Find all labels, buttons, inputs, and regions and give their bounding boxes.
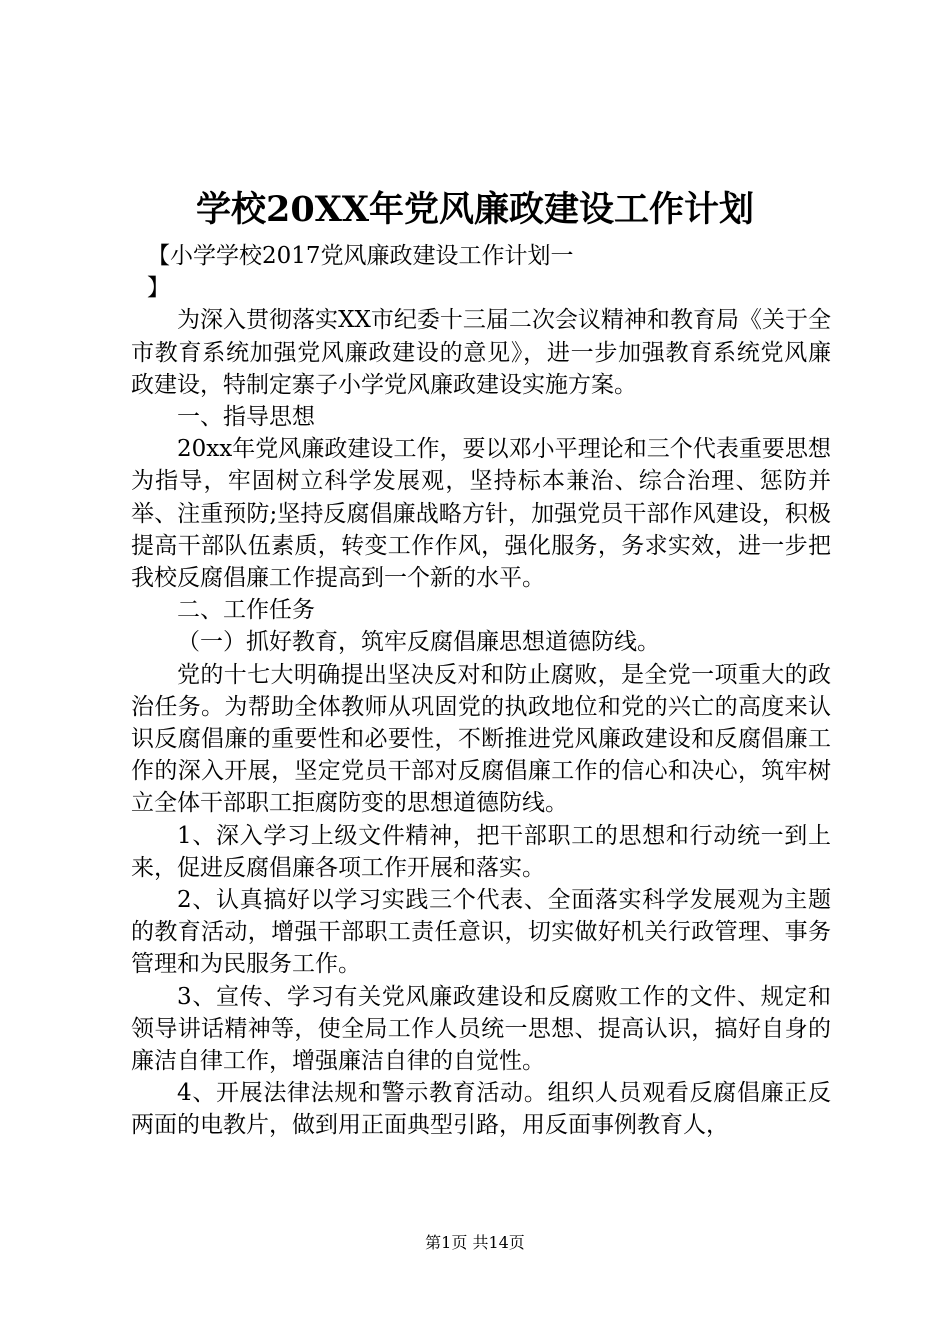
paragraph-education: 党的十七大明确提出坚决反对和防止腐败，是全党一项重大的政治任务。为帮助全体教师从巩固党的执政地位和党的兴亡的高度来认识反腐倡廉的重要性和必要性，不断推进党风廉政建设和反腐倡廉工作的深入开展，坚定党员干部对反腐倡廉工作的信心和决心，筑牢树立全体干部职工拒腐防变的思想道德防线。 bbox=[131, 661, 831, 817]
list-item-4: 4、开展法律法规和警示教育活动。组织人员观看反腐倡廉正反两面的电教片，做到用正面典型引路，用反面事例教育人， bbox=[131, 1080, 831, 1139]
page-footer: 第1页 共14页 bbox=[425, 1233, 525, 1252]
heading-guiding-ideology: 一、指导思想 bbox=[177, 404, 315, 431]
subtitle-line-2: 】 bbox=[147, 275, 170, 302]
subtitle-line-1: 【小学学校2017党风廉政建设工作计划一 bbox=[147, 243, 574, 269]
paragraph-intro: 为深入贯彻落实XX市纪委十三届二次会议精神和教育局《关于全市教育系统加强党风廉政建设的意见》，进一步加强教育系统党风廉政建设，特制定寨子小学党风廉政建设实施方案。 bbox=[131, 307, 831, 398]
paragraph-guiding-ideology: 20xx年党风廉政建设工作，要以邓小平理论和三个代表重要思想为指导，牢固树立科学发展观，坚持标本兼治、综合治理、惩防并举、注重预防;坚持反腐倡廉战略方针，加强党员干部作风建设，积极提高干部队伍素质，转变工作作风，强化服务，务求实效，进一步把我校反腐倡廉工作提高到一个新的水平。 bbox=[131, 436, 831, 592]
list-item-1: 1、深入学习上级文件精神，把干部职工的思想和行动统一到上来，促进反腐倡廉各项工作开展和落实。 bbox=[131, 822, 831, 881]
subheading-education: （一）抓好教育，筑牢反腐倡廉思想道德防线。 bbox=[177, 629, 660, 656]
list-item-2: 2、认真搞好以学习实践三个代表、全面落实科学发展观为主题的教育活动，增强干部职工责任意识，切实做好机关行政管理、事务管理和为民服务工作。 bbox=[131, 887, 831, 978]
list-item-3: 3、宣传、学习有关党风廉政建设和反腐败工作的文件、规定和领导讲话精神等，使全局工作人员统一思想、提高认识，搞好自身的廉洁自律工作，增强廉洁自律的自觉性。 bbox=[131, 983, 831, 1075]
document-body bbox=[131, 240, 831, 1142]
document-title: 学校20XX年党风廉政建设工作计划 bbox=[195, 189, 755, 230]
heading-work-tasks: 二、工作任务 bbox=[177, 597, 315, 624]
